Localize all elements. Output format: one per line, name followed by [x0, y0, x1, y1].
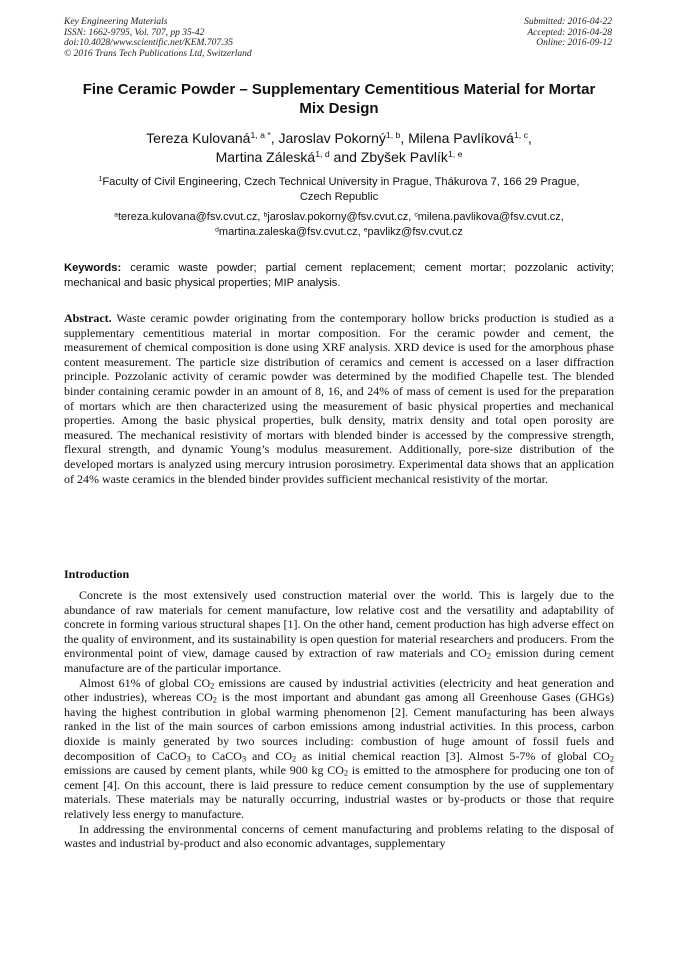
- author-affil-mark: 1, c: [513, 130, 528, 141]
- affiliation: $^1$Faculty of Civil Engineering, Czech Technical University in Prague, Thákurova 7, 166 29 Prague, Czech Republic: [98, 176, 580, 203]
- abstract-section: [64, 311, 614, 486]
- author-line-2: Martina Záleská$^{1, d}$ and Zbyšek Pavlík$^{1, e}$: [215, 148, 463, 165]
- introduction-body: [64, 588, 614, 851]
- accepted-date: Accepted: 2016-04-28: [527, 27, 612, 38]
- keywords-section: [64, 261, 614, 292]
- author-name: Martina Záleská: [215, 148, 316, 165]
- email-link[interactable]: pavlikz@fsv.cvut.cz: [367, 226, 463, 238]
- submitted-date: Submitted: 2016-04-22: [524, 17, 612, 27]
- journal-header: [64, 17, 252, 59]
- author-affil-mark: 1, b: [385, 130, 401, 141]
- journal-name: Key Engineering Materials: [64, 17, 168, 27]
- intro-paragraph-1: Concrete is the most extensively used construction material over the world. This is largely due to the abundance of raw materials for cement manufacture, low relative cost and the versatility and adaptability of concrete in forming various structural shapes [1]. On the other hand, cement production has high adverse effect on the quality of environment, and its sustainability is open question for material researchers and producers. From the environmental point of view, damage caused by extraction of raw materials and $CO_2$ emission during cement manufacture are of the particular importance.: [64, 588, 614, 675]
- keywords-text: ceramic waste powder; partial cement replacement; cement mortar; pozzolanic activity; mechanical and basic physical properties; MIP analysis.: [64, 262, 615, 290]
- title-line-1: Fine Ceramic Powder – Supplementary Cementitious Material for Mortar: [82, 81, 596, 98]
- intro-paragraph-2: Almost 61% of global $CO_2$ emissions are caused by industrial activities (electricity and heat generation and other industries), whereas $CO_2$ is the most important and abundant gas among all Greenhouse Gases (GHGs) having the highest contribution in global warming phenomenon [2]. Cement manufacturing has been always ranked in the list of the main sources of carbon emissions among industrial activities. In this process, carbon dioxide is mainly generated by two sources including: combustion of huge amount of fossil fuels and decomposition of CaCO$_3$ to CaCO$_3$ and $CO_2$ as initial chemical reaction [3]. Almost 5-7% of global $CO_2$ emissions are caused by cement plants, while 900 kg $CO_2$ is emitted to the atmosphere for producing one ton of cement [4]. On this account, there is laid pressure to reduce cement consumption by the use of supplementary materials. These materials may be naturally occurring, industrial wastes or by-products or those that require relatively less energy to manufacture.: [64, 675, 615, 821]
- email-link[interactable]: martina.zaleska@fsv.cvut.cz,: [218, 226, 361, 238]
- email-link[interactable]: tereza.kulovana@fsv.cvut.cz,: [117, 211, 261, 223]
- author-affil-mark: 1, a *: [250, 130, 271, 141]
- author-name: Zbyšek Pavlík: [360, 148, 448, 165]
- journal-copyright: © 2016 Trans Tech Publications Ltd, Switzerland: [64, 48, 252, 59]
- journal-issn: ISSN: 1662-9795, Vol. 707, pp 35-42: [64, 27, 205, 38]
- author-affil-mark: 1, d: [315, 148, 330, 159]
- abstract-text: Waste ceramic powder originating from the contemporary hollow bricks production is studied as a supplementary cementitious material in mortar composition. For the ceramic powder and cement, the measurement of chemical composition is done using XRF analysis. XRD device is used for the amorphous phase content measurement. The particle size distribution of ceramics and cement is accessed on a laser diffraction principle. Pozzolanic activity of ceramic powder was determined by the modified Chapelle test. The blended binder containing ceramic powder in an amount of 8, 16, and 24% of mass of cement is used for the preparation of mortars which are then characterized using the measurement of basic physical properties and mechanical properties. Among the basic physical properties, bulk density, matrix density and total open porosity are measured. The mechanical resistivity of mortars with blended binder is accessed by the compressive strength, flexural strength, and dynamic Young’s modulus measurement. Additionally, pore-size distribution of the developed mortars is analyzed using mercury intrusion porosimetry. Experimental data shows that an application of 24% waste ceramics in the blended binder provides sufficient mechanical resistivity of the mortar.: [64, 311, 614, 486]
- abstract-label: Abstract.: [64, 311, 112, 325]
- author-name: Milena Pavlíková: [408, 130, 514, 146]
- email-link[interactable]: milena.pavlikova@fsv.cvut.cz,: [417, 211, 564, 223]
- author-emails: $^a$tereza.kulovana@fsv.cvut.cz, $^b$jaroslav.pokorny@fsv.cvut.cz, $^c$milena.pavlikova@fsv.cvut.cz, $^d$martina.zaleska@fsv.cvut.cz, $^e$pavlikz@fsv.cvut.cz: [114, 211, 564, 238]
- date-header: [524, 17, 612, 49]
- author-name: Tereza Kulovaná: [146, 130, 251, 146]
- author-line-1: Tereza Kulovaná$^{1, a *}$, Jaroslav Pokorný$^{1, b}$, Milena Pavlíková$^{1, c}$,: [146, 130, 532, 146]
- author-affil-mark: 1, e: [447, 148, 463, 159]
- online-date: Online: 2016-09-12: [536, 38, 612, 49]
- title-line-2: Mix Design: [299, 99, 379, 117]
- email-link[interactable]: jaroslav.pokorny@fsv.cvut.cz,: [267, 211, 412, 223]
- introduction-heading: Introduction: [64, 567, 130, 581]
- paper-title: [64, 81, 614, 118]
- author-list: [64, 129, 614, 166]
- author-name: Jaroslav Pokorný: [278, 130, 386, 146]
- journal-doi: doi:10.4028/www.scientific.net/KEM.707.35: [64, 38, 233, 49]
- intro-paragraph-3: In addressing the environmental concerns of cement manufacturing and problems relating to the disposal of wastes and industrial by-product and also economic advantages, supplementary: [64, 821, 614, 851]
- keywords-label: Keywords:: [64, 262, 122, 274]
